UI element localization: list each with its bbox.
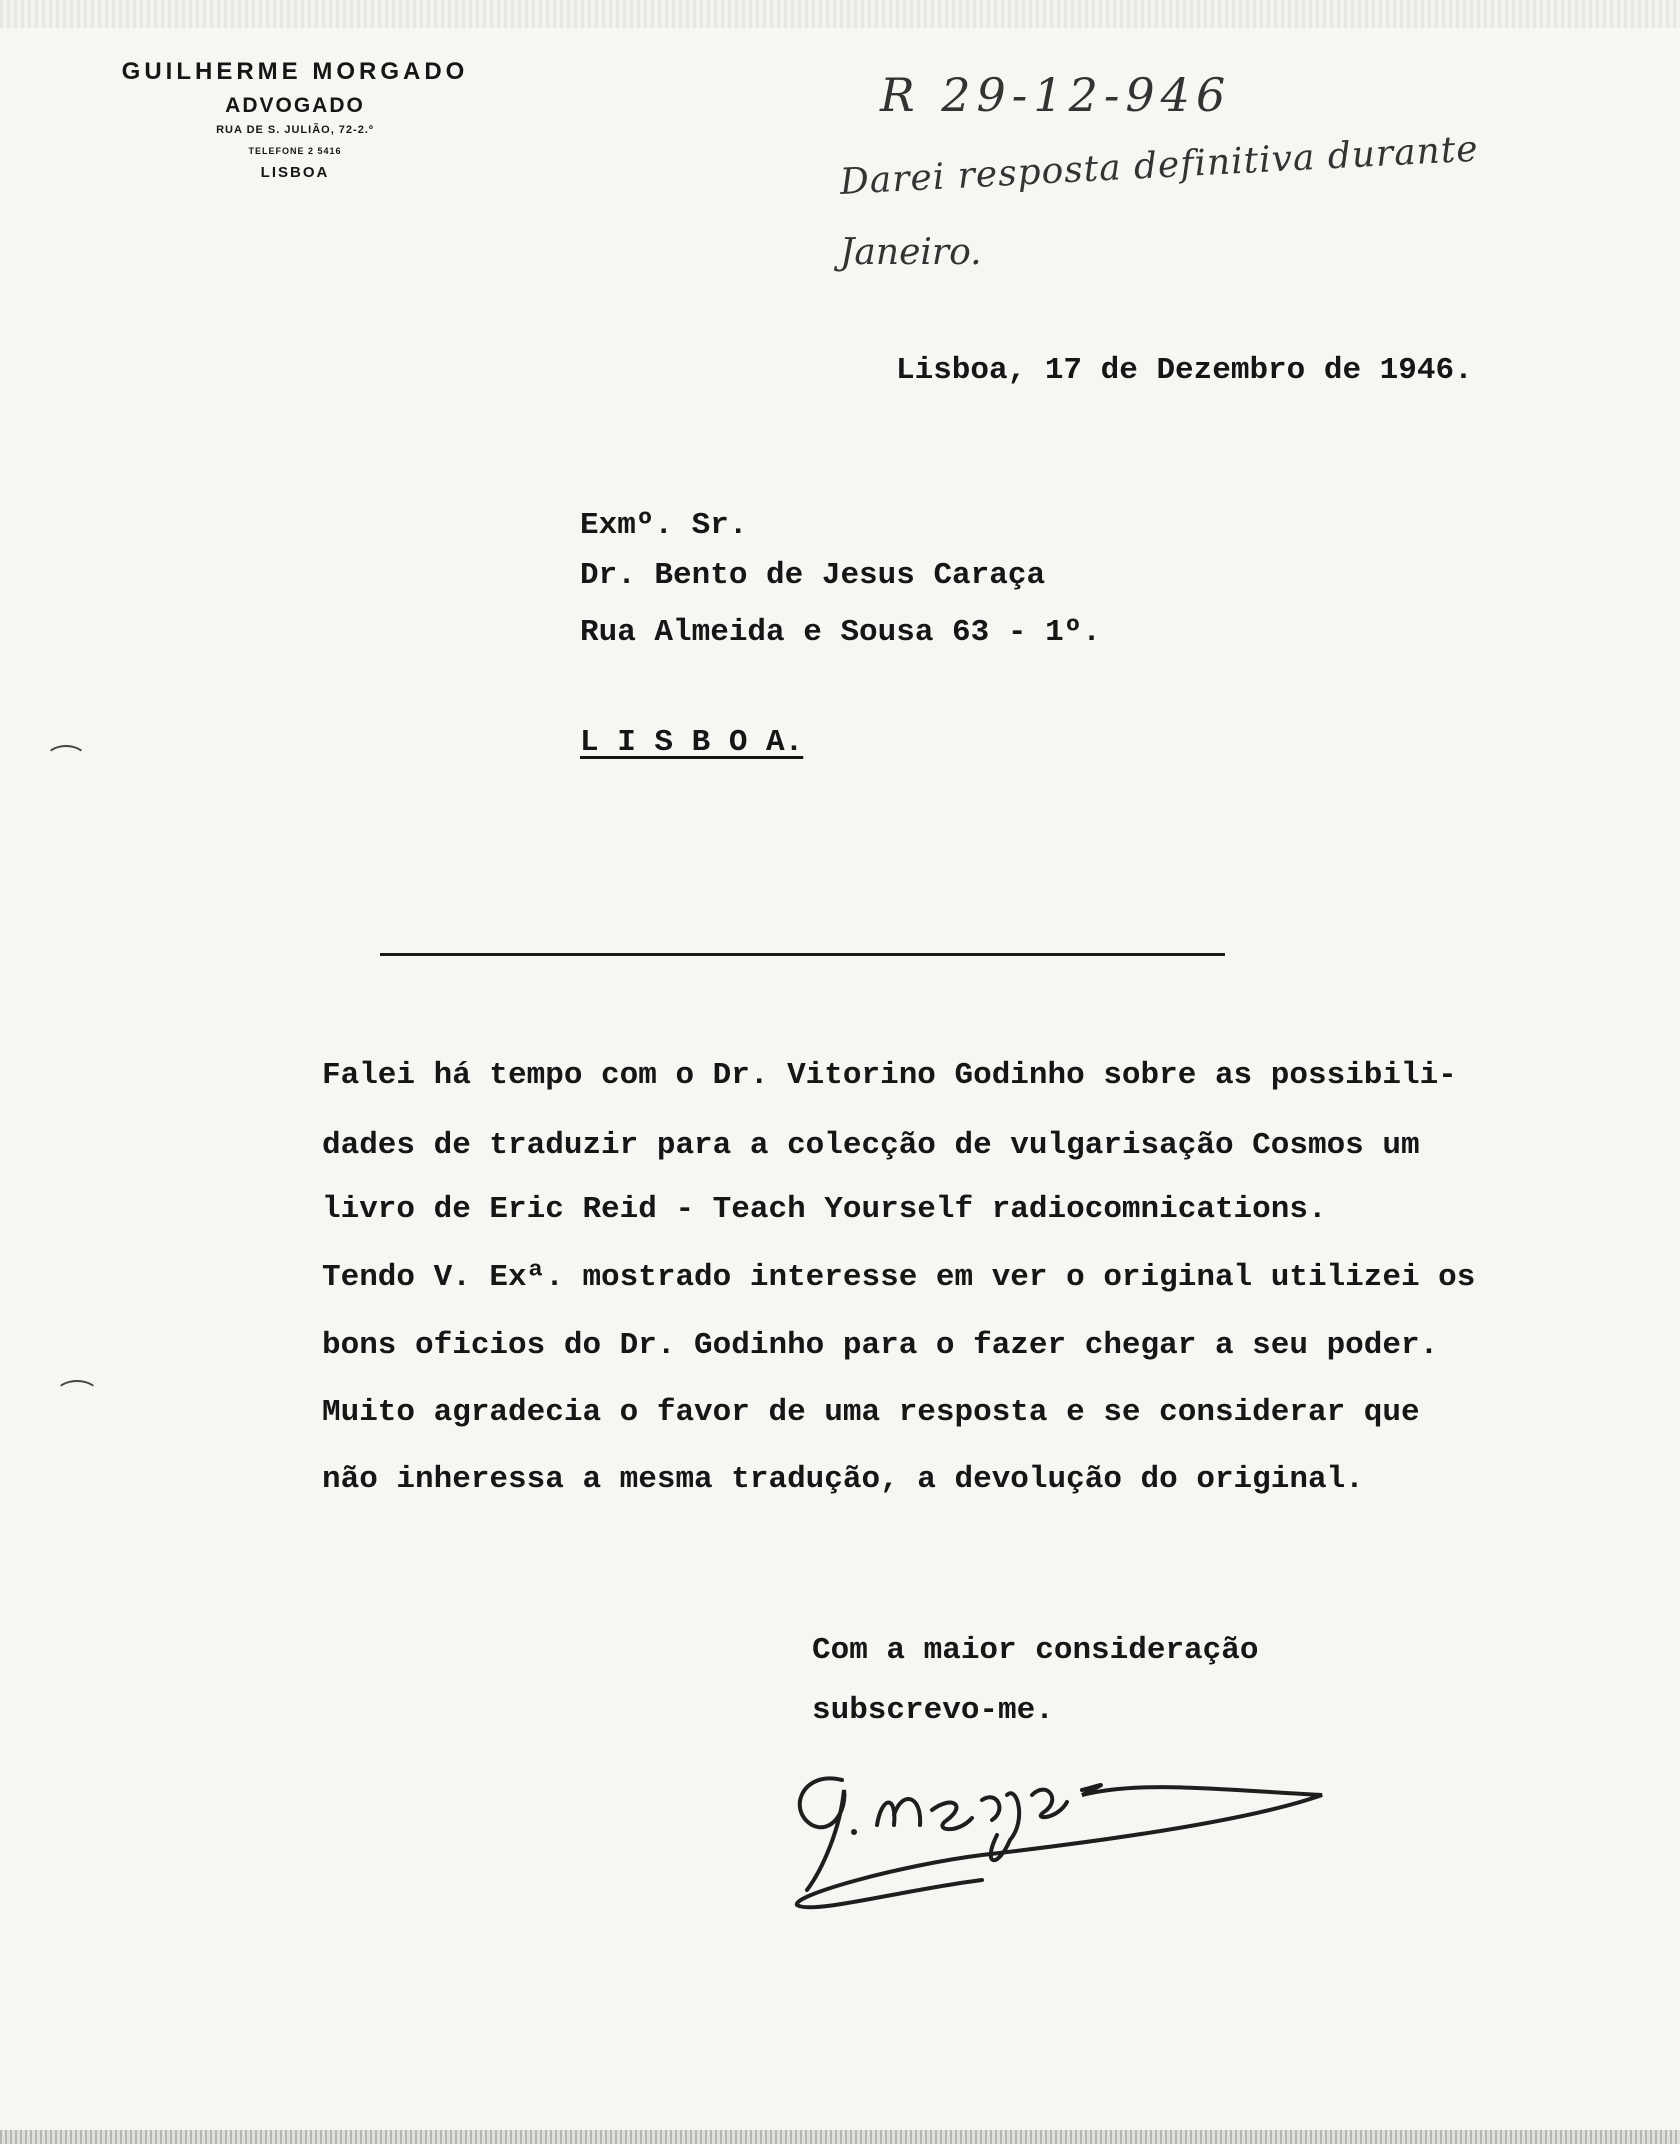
separator-rule bbox=[380, 953, 1225, 956]
letterhead-role: ADVOGADO bbox=[225, 94, 365, 117]
letterhead-city: LISBOA bbox=[260, 164, 330, 181]
scan-noise-bottom bbox=[0, 2130, 1680, 2144]
body-line: dades de traduzir para a colecção de vulgarisação Cosmos um bbox=[322, 1128, 1420, 1163]
letterhead bbox=[70, 58, 520, 181]
recipient-city: L I S B O A. bbox=[580, 725, 804, 760]
body-line: Muito agradecia o favor de uma resposta e se considerar que bbox=[322, 1395, 1420, 1430]
handwritten-note-line-2: Janeiro. bbox=[840, 232, 982, 273]
letterhead-name: GUILHERME MORGADO bbox=[121, 58, 469, 85]
closing-line-2: subscrevo-me. bbox=[812, 1693, 1054, 1728]
signature-text bbox=[782, 1740, 783, 1741]
scan-mark bbox=[55, 1380, 99, 1408]
body-line: Falei há tempo com o Dr. Vitorino Godinho sobre as possibili- bbox=[322, 1058, 1457, 1093]
letterhead-phone: TELEFONE 2 5416 bbox=[248, 146, 342, 156]
letter-date: Lisboa, 17 de Dezembro de 1946. bbox=[896, 353, 1473, 388]
handwritten-note-line-1: Darei resposta definitiva durante bbox=[838, 128, 1480, 203]
scan-noise-top bbox=[0, 0, 1680, 28]
recipient-street: Rua Almeida e Sousa 63 - 1º. bbox=[580, 615, 1101, 650]
closing-line-1: Com a maior consideração bbox=[812, 1633, 1259, 1668]
recipient-name: Dr. Bento de Jesus Caraça bbox=[580, 558, 1046, 593]
signature-scribble bbox=[782, 1740, 1342, 1920]
handwritten-reference: R 29-12-946 bbox=[880, 68, 1232, 122]
body-line: bons oficios do Dr. Godinho para o fazer chegar a seu poder. bbox=[322, 1328, 1439, 1363]
body-line: livro de Eric Reid - Teach Yourself radiocomnications. bbox=[322, 1192, 1327, 1227]
scan-mark bbox=[45, 745, 87, 773]
letterhead-address: RUA DE S. JULIÃO, 72-2.º bbox=[216, 124, 374, 136]
body-line: Tendo V. Exª. mostrado interesse em ver o original utilizei os bbox=[322, 1260, 1476, 1295]
body-line: não inheressa a mesma tradução, a devolução do original. bbox=[322, 1462, 1364, 1497]
recipient-salutation: Exmº. Sr. bbox=[580, 508, 748, 543]
signature bbox=[782, 1740, 1342, 1920]
